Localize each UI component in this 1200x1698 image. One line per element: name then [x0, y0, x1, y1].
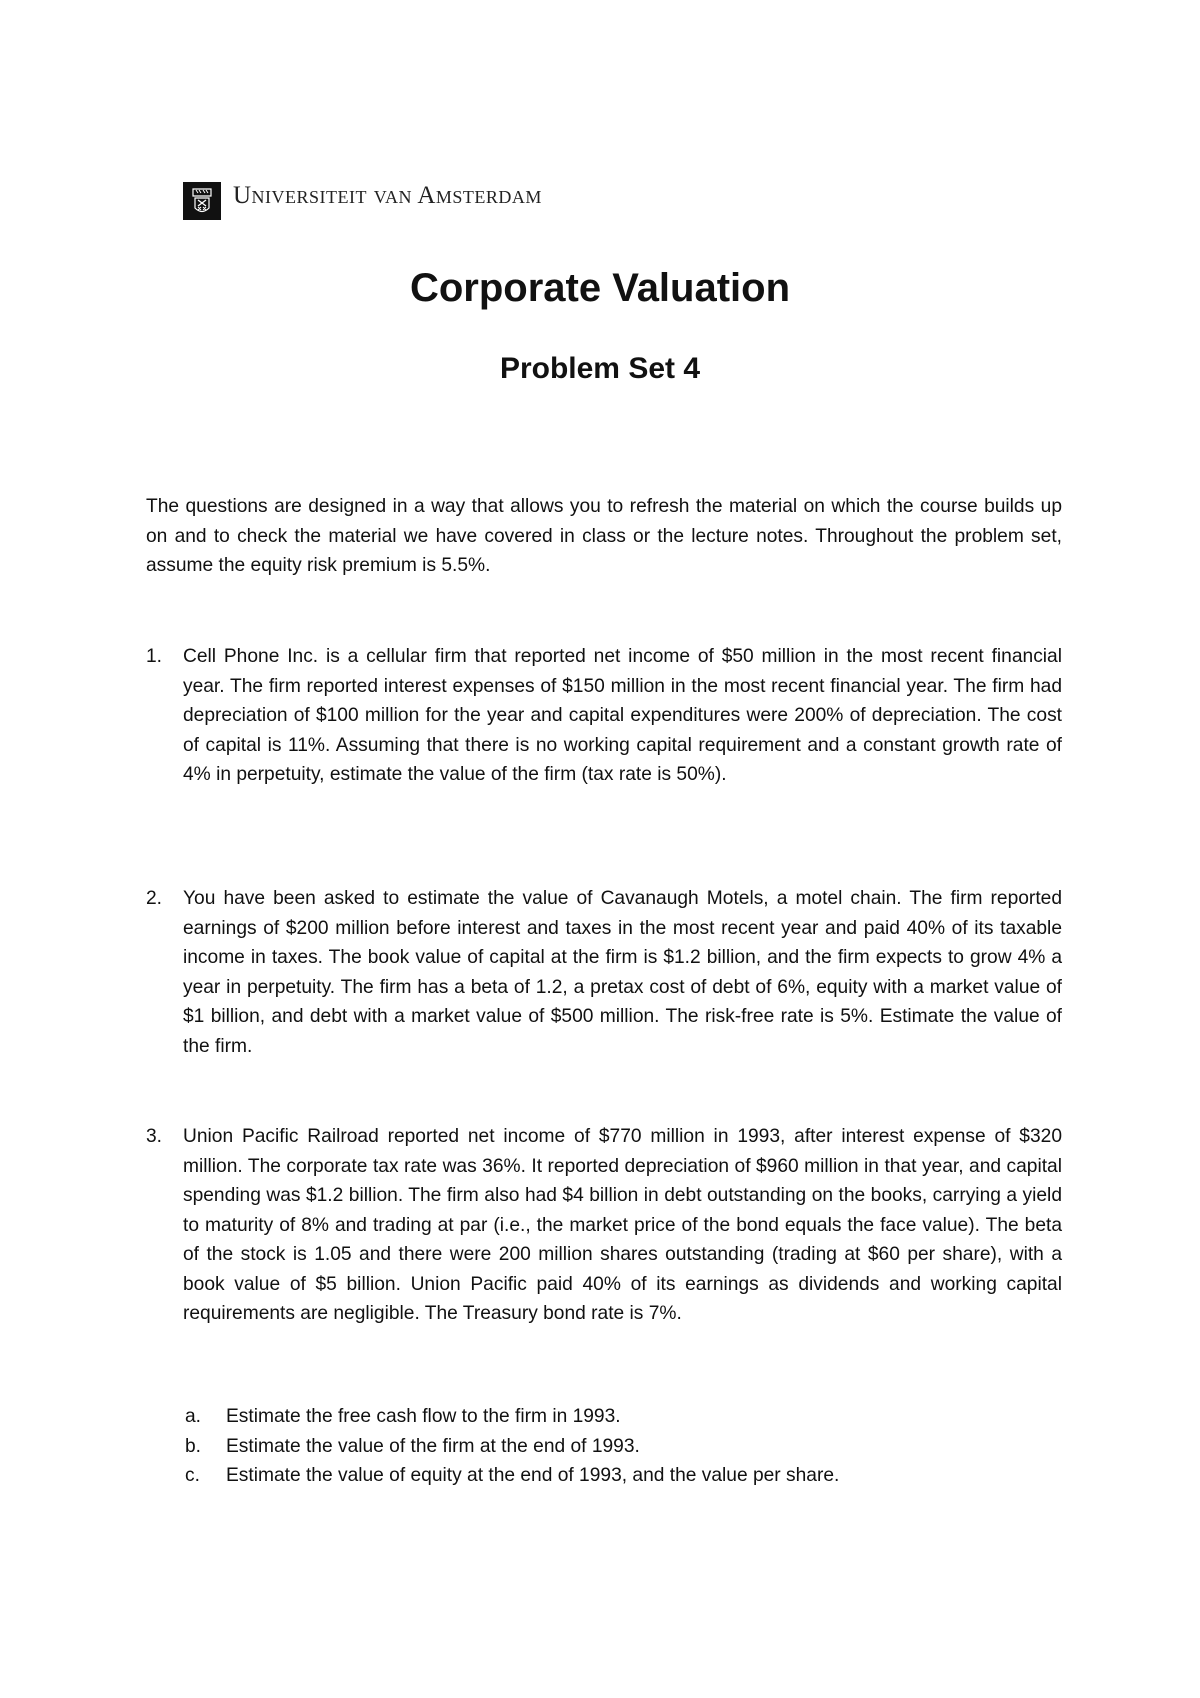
question-2: [146, 884, 1062, 1061]
sub-item-text: Estimate the value of equity at the end of 1993, and the value per share.: [226, 1465, 840, 1486]
question-number: 2.: [146, 888, 163, 909]
question-text: You have been asked to estimate the value of Cavanaugh Motels, a motel chain. The firm reported earnings of $200 million before interest and taxes in the most recent year and paid 40% of its taxable income in taxes. The book value of capital at the firm is $1.2 billion, and the firm expects to grow 4% a year in perpetuity. The firm has a beta of 1.2, a pretax cost of debt of 6%, equity with a market value of $1 billion, and debt with a market value of $500 million. The risk-free rate is 5%. Estimate the value of the firm.: [183, 888, 1062, 1057]
question-number: 3.: [146, 1126, 163, 1147]
sub-item-letter: b.: [185, 1435, 202, 1457]
sub-item-text: Estimate the value of the firm at the end of 1993.: [226, 1435, 640, 1457]
question-number: 1.: [146, 646, 163, 667]
question-3-sub-list: [185, 1402, 1062, 1491]
question-1: [146, 642, 1062, 790]
university-logo: [183, 182, 542, 220]
question-text: Union Pacific Railroad reported net income of $770 million in 1993, after interest expense of $320 million. The corporate tax rate was 36%. It reported depreciation of $960 million in that year, and capital spending was $1.2 billion. The firm also had $4 billion in debt outstanding on the books, carrying a yield to maturity of 8% and trading at par (i.e., the market price of the bond equals the face value). The beta of the stock is 1.05 and there were 200 million shares outstanding (trading at $60 per share), with a book value of $5 billion. Union Pacific paid 40% of its earnings as dividends and working capital requirements are negligible. The Treasury bond rate is 7%.: [183, 1126, 1062, 1324]
list-item: [185, 1402, 1062, 1432]
list-item: [185, 1461, 1062, 1491]
university-name: Universiteit van Amsterdam: [233, 181, 542, 209]
list-item: [185, 1432, 1062, 1462]
sub-item-letter: a.: [185, 1406, 202, 1427]
document-title: Corporate Valuation: [409, 266, 791, 310]
sub-item-text: Estimate the free cash flow to the firm in 1993.: [226, 1406, 621, 1427]
document-subtitle: Problem Set 4: [499, 352, 701, 385]
question-3: [146, 1122, 1062, 1329]
question-text: Cell Phone Inc. is a cellular firm that reported net income of $50 million in the most recent financial year. The firm reported interest expenses of $150 million in the most recent financial year. The firm had depreciation of $100 million for the year and capital expenditures were 200% of depreciation. The cost of capital is 11%. Assuming that there is no working capital requirement and a constant growth rate of 4% in perpetuity, estimate the value of the firm (tax rate is 50%).: [183, 646, 1062, 785]
sub-item-letter: c.: [185, 1465, 200, 1486]
uva-seal-icon: [183, 182, 221, 220]
intro-paragraph: The questions are designed in a way that allows you to refresh the material on which the course builds up on and to check the material we have covered in class or the lecture notes. Throughout the problem set, assume the equity risk premium is 5.5%.: [146, 496, 1062, 576]
